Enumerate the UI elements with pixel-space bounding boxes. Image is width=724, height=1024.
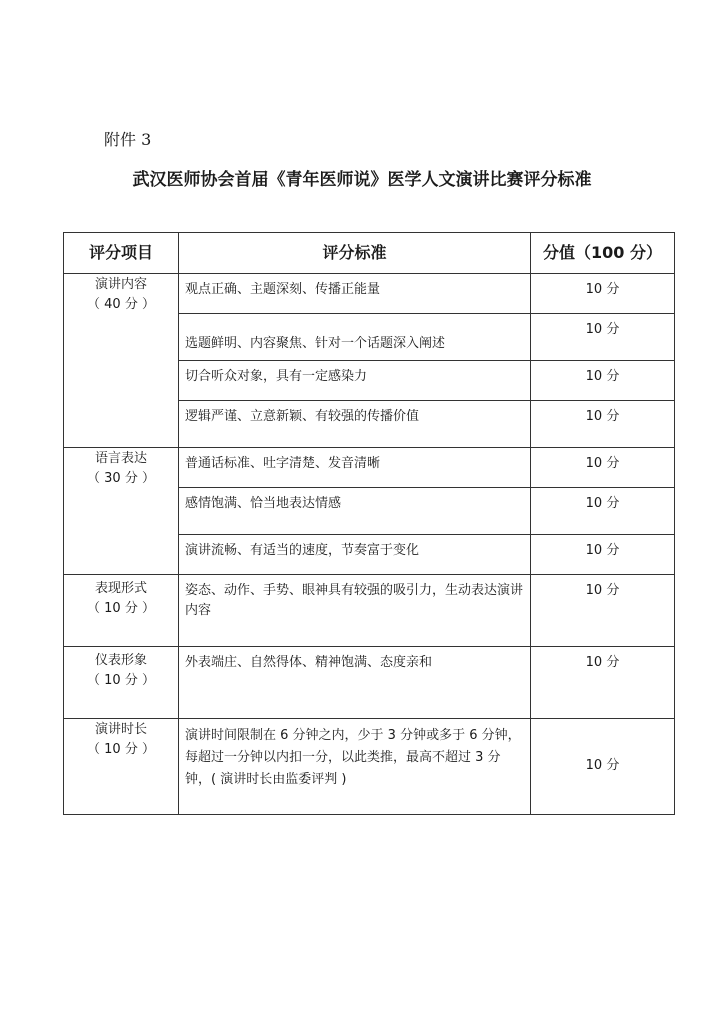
table-row [64, 274, 675, 314]
category-cell [64, 274, 179, 448]
criterion-cell: 逻辑严谨、立意新颖、有较强的传播价值 [179, 401, 531, 448]
category-points: （ 10 分 ） [87, 742, 155, 757]
table-row [64, 448, 675, 488]
score-cell: 10 分 [531, 448, 675, 488]
category-name: 表现形式 [94, 581, 147, 596]
score-cell: 10 分 [531, 274, 675, 314]
score-cell: 10 分 [531, 361, 675, 401]
scoring-table [63, 232, 675, 815]
table-row [64, 575, 675, 647]
column-header-category: 评分项目 [64, 233, 179, 274]
category-cell [64, 719, 179, 815]
category-points: （ 10 分 ） [87, 673, 155, 688]
criterion-cell: 感情饱满、恰当地表达情感 [179, 488, 531, 535]
category-cell [64, 448, 179, 575]
criterion-cell: 普通话标准、吐字清楚、发音清晰 [179, 448, 531, 488]
score-cell: 10 分 [531, 401, 675, 448]
category-name: 演讲时长 [94, 722, 147, 737]
score-cell: 10 分 [531, 314, 675, 361]
category-name: 演讲内容 [94, 277, 147, 292]
category-name: 语言表达 [94, 451, 147, 466]
criterion-cell: 选题鲜明、内容聚焦、针对一个话题深入阐述 [179, 314, 531, 361]
criterion-cell: 演讲流畅、有适当的速度，节奏富于变化 [179, 535, 531, 575]
table-row [64, 719, 675, 815]
category-points: （ 10 分 ） [87, 601, 155, 616]
table-header-row [64, 233, 675, 274]
criterion-cell: 姿态、动作、手势、眼神具有较强的吸引力，生动表达演讲内容 [179, 575, 531, 647]
document-title: 武汉医师协会首届《青年医师说》医学人文演讲比赛评分标准 [132, 170, 592, 190]
column-header-score: 分值（100 分） [531, 233, 675, 274]
score-cell: 10 分 [531, 647, 675, 719]
score-cell: 10 分 [531, 535, 675, 575]
criterion-cell: 切合听众对象，具有一定感染力 [179, 361, 531, 401]
table-row [64, 647, 675, 719]
criterion-cell: 观点正确、主题深刻、传播正能量 [179, 274, 531, 314]
criterion-cell: 演讲时间限制在 6 分钟之内，少于 3 分钟或多于 6 分钟，每超过一分钟以内扣一分，以此类推，最高不超过 3 分钟，( 演讲时长由监委评判 ) [179, 719, 531, 815]
category-points: （ 30 分 ） [87, 471, 155, 486]
criterion-cell: 外表端庄、自然得体、精神饱满、态度亲和 [179, 647, 531, 719]
category-name: 仪表形象 [94, 653, 147, 668]
score-cell: 10 分 [531, 488, 675, 535]
score-cell: 10 分 [531, 719, 675, 815]
category-points: （ 40 分 ） [87, 297, 155, 312]
column-header-criteria: 评分标准 [179, 233, 531, 274]
score-cell: 10 分 [531, 575, 675, 647]
attachment-label: 附件 3 [104, 130, 152, 149]
category-cell [64, 647, 179, 719]
category-cell [64, 575, 179, 647]
